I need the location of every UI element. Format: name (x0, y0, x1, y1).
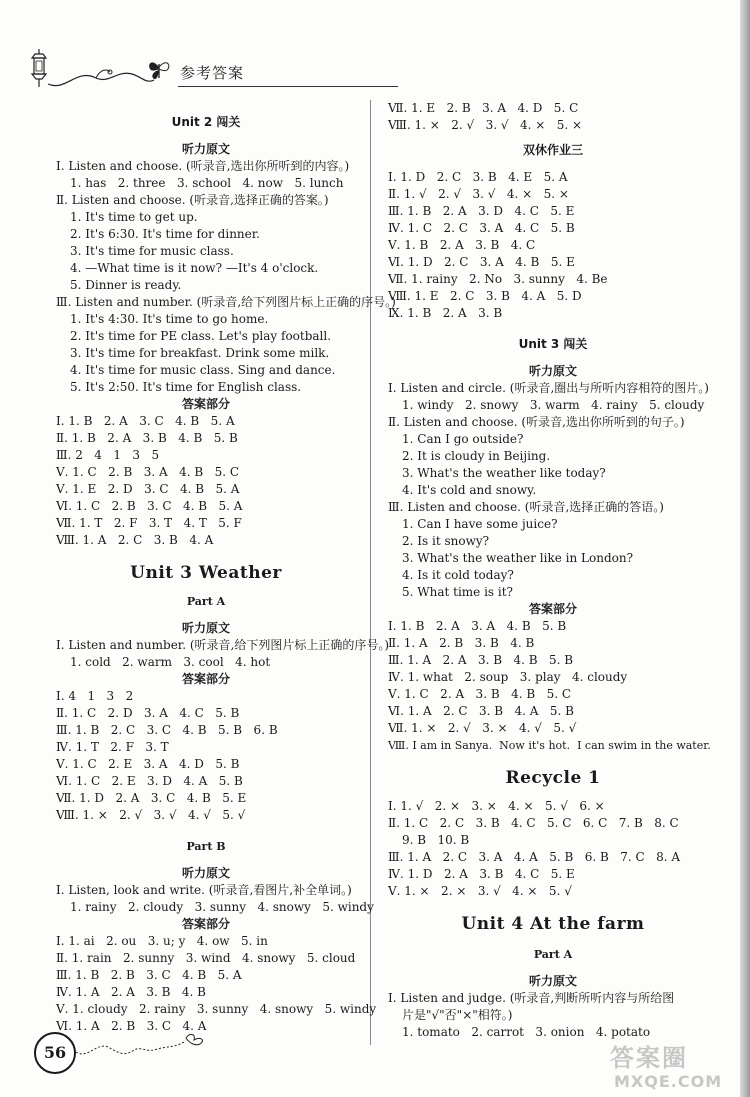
text-line: 4. It's cold and snowy. (402, 483, 537, 497)
vine-icon (46, 62, 156, 90)
answer-line: Ⅴ. 1. E 2. D 3. C 4. B 5. A (56, 482, 240, 496)
text-line: 1. windy 2. snowy 3. warm 4. rainy 5. cloudy (402, 398, 705, 412)
answer-line: Ⅲ. 1. B 2. C 3. C 4. B 5. B 6. B (56, 723, 278, 737)
answer-line: Ⅰ. 1. B 2. A 3. C 4. B 5. A (56, 414, 235, 428)
unit2-title: Unit 2 闯关 (171, 115, 241, 129)
answer-line: Ⅴ. 1. C 2. E 3. A 4. D 5. B (56, 757, 240, 771)
text-line: 2. It is cloudy in Beijing. (402, 449, 551, 463)
unit3-weather-title: Unit 3 Weather (130, 563, 282, 583)
answer-line: Ⅱ. 1. B 2. A 3. B 4. B 5. B (56, 431, 238, 445)
unit2-answers-heading: 答案部分 (181, 397, 230, 411)
answer-line: Ⅰ. 1. √ 2. × 3. × 4. × 5. √ 6. × (388, 799, 605, 813)
text-line: 1. has 2. three 3. school 4. now 5. lunch (70, 176, 344, 190)
text-line: 3. What's the weather like in London? (402, 551, 634, 565)
weekend-homework-title: 双休作业三 (522, 143, 583, 157)
answer-line: Ⅵ. 1. C 2. E 3. D 4. A 5. B (56, 774, 243, 788)
text-line: Ⅲ. Listen and number. (听录音,给下列图片标上正确的序号。) (56, 295, 396, 309)
answer-line: Ⅰ. 1. ai 2. ou 3. u; y 4. ow 5. in (56, 934, 268, 948)
right-column (388, 100, 718, 1041)
answer-line: Ⅳ. 1. what 2. soup 3. play 4. cloudy (388, 670, 628, 684)
answer-line: Ⅵ. 1. A 2. B 3. C 4. A (56, 1019, 207, 1033)
text-line: 1. tomato 2. carrot 3. onion 4. potato (402, 1025, 651, 1039)
answer-line: Ⅷ. 1. × 2. √ 3. √ 4. √ 5. √ (56, 808, 246, 822)
answer-line: Ⅳ. 1. D 2. A 3. B 4. C 5. E (388, 867, 575, 881)
text-line: 3. It's time for music class. (70, 244, 234, 258)
butterfly-icon (146, 58, 172, 82)
answer-line: Ⅱ. 1. √ 2. √ 3. √ 4. × 5. × (388, 187, 569, 201)
unit2-listening-heading: 听力原文 (181, 142, 230, 156)
watermark-text: 答案圈 (610, 1044, 688, 1072)
recycle-1-answers (388, 798, 718, 900)
answer-line: Ⅴ. 1. × 2. × 3. √ 4. × 5. √ (388, 884, 572, 898)
answer-line: Ⅵ. 1. D 2. C 3. A 4. B 5. E (388, 255, 575, 269)
header-title: 参考答案 (180, 64, 245, 82)
unit2-answers (56, 413, 356, 549)
page-number: 56 (34, 1032, 76, 1074)
header-rule (178, 86, 398, 87)
answer-line: Ⅲ. 1. A 2. A 3. B 4. B 5. B (388, 653, 574, 667)
answer-line: 9. B 10. B (402, 833, 470, 847)
swirl-ornament-icon (74, 1030, 214, 1060)
answer-line: Ⅱ. 1. C 2. C 3. B 4. C 5. C 6. C 7. B 8. C (388, 816, 679, 830)
text-line: 3. What's the weather like today? (402, 466, 606, 480)
text-line: Ⅰ. Listen and circle. (听录音,圈出与所听内容相符的图片。) (388, 381, 709, 395)
answer-line: Ⅵ. 1. A 2. C 3. B 4. A 5. B (388, 704, 574, 718)
answer-line: Ⅳ. 1. T 2. F 3. T (56, 740, 169, 754)
text-line: 4. Is it cold today? (402, 568, 514, 582)
answer-line: Ⅶ. 1. E 2. B 3. A 4. D 5. C (388, 101, 579, 115)
unit2-listening-text (56, 158, 396, 396)
unit4-title: Unit 4 At the farm (461, 914, 645, 934)
text-line: 2. It's 6:30. It's time for dinner. (70, 227, 260, 241)
left-column (56, 100, 396, 1035)
answer-line: Ⅷ. 1. A 2. C 3. B 4. A (56, 533, 214, 547)
text-line: Ⅰ. Listen and number. (听录音,给下列图片标上正确的序号。) (56, 638, 390, 652)
text-line: 5. It's 2:50. It's time for English class. (70, 380, 302, 394)
page-header (28, 48, 368, 92)
answer-line: Ⅰ. 1. B 2. A 3. A 4. B 5. B (388, 619, 567, 633)
unit3-review-title: Unit 3 闯关 (518, 337, 588, 351)
unit4-part-a-title: Part A (533, 948, 573, 961)
answer-line: Ⅲ. 1. A 2. C 3. A 4. A 5. B 6. B 7. C 8. A (388, 850, 681, 864)
answer-line: Ⅳ. 1. A 2. A 3. B 4. B (56, 985, 206, 999)
answer-line: Ⅸ. 1. B 2. A 3. B (388, 306, 503, 320)
text-line: 1. Can I go outside? (402, 432, 524, 446)
part-b-title: Part B (186, 840, 226, 853)
answer-line: Ⅴ. 1. C 2. B 3. A 4. B 5. C (56, 465, 240, 479)
text-line: Ⅱ. Listen and choose. (听录音,选出你所听到的句子。) (388, 415, 685, 429)
answer-line: Ⅷ. 1. × 2. √ 3. √ 4. × 5. × (388, 118, 583, 132)
text-line: 片是"√"否"×"相符。) (402, 1008, 513, 1022)
part-a-answers-heading: 答案部分 (181, 672, 230, 686)
answer-line: Ⅵ. 1. C 2. B 3. C 4. B 5. A (56, 499, 243, 513)
unit3-listening-text (388, 380, 718, 601)
unit3-answers-heading: 答案部分 (528, 602, 577, 616)
answer-line: Ⅷ. 1. E 2. C 3. B 4. A 5. D (388, 289, 582, 303)
watermark-url: MXQE.COM (614, 1072, 723, 1091)
answer-line: Ⅷ. I am in Sanya. Now it's hot. I can swim in the water. (388, 739, 711, 752)
unit3-answers (388, 618, 718, 754)
answer-line: Ⅴ. 1. cloudy 2. rainy 3. sunny 4. snowy 5. windy (56, 1002, 377, 1016)
answer-line: Ⅰ. 1. D 2. C 3. B 4. E 5. A (388, 170, 568, 184)
answer-line: Ⅱ. 1. A 2. B 3. B 4. B (388, 636, 535, 650)
answer-line: Ⅶ. 1. T 2. F 3. T 4. T 5. F (56, 516, 242, 530)
text-line: Ⅲ. Listen and choose. (听录音,选择正确的答语。) (388, 500, 664, 514)
weekend-answers (388, 169, 718, 322)
text-line: 2. Is it snowy? (402, 534, 490, 548)
part-a-title: Part A (186, 595, 226, 608)
text-line: 5. Dinner is ready. (70, 278, 182, 292)
text-line: 5. What time is it? (402, 585, 513, 599)
text-line: 4. It's time for music class. Sing and dance. (70, 363, 336, 377)
watermark-logo (610, 1038, 740, 1094)
answer-line: Ⅶ. 1. × 2. √ 3. × 4. √ 5. √ (388, 721, 577, 735)
part-b-listening-heading: 听力原文 (181, 866, 230, 880)
answer-line: Ⅶ. 1. rainy 2. No 3. sunny 4. Be (388, 272, 608, 286)
answer-line: Ⅱ. 1. C 2. D 3. A 4. C 5. B (56, 706, 240, 720)
answer-line: Ⅴ. 1. B 2. A 3. B 4. C (388, 238, 536, 252)
text-line: Ⅱ. Listen and choose. (听录音,选择正确的答案。) (56, 193, 329, 207)
answer-line: Ⅴ. 1. C 2. A 3. B 4. B 5. C (388, 687, 572, 701)
text-line: 3. It's time for breakfast. Drink some milk. (70, 346, 330, 360)
part-a-listening-heading: 听力原文 (181, 621, 230, 635)
text-line: 1. rainy 2. cloudy 3. sunny 4. snowy 5. windy (70, 900, 374, 914)
answer-line: Ⅲ. 1. B 2. A 3. D 4. C 5. E (388, 204, 575, 218)
answer-line: Ⅲ. 1. B 2. B 3. C 4. B 5. A (56, 968, 242, 982)
answer-line: Ⅳ. 1. C 2. C 3. A 4. C 5. B (388, 221, 575, 235)
unit3-listening-heading: 听力原文 (528, 364, 577, 378)
answer-line: Ⅲ. 2 4 1 3 5 (56, 448, 160, 462)
text-line: 1. cold 2. warm 3. cool 4. hot (70, 655, 271, 669)
recycle-1-title: Recycle 1 (505, 768, 601, 788)
text-line: 1. It's 4:30. It's time to go home. (70, 312, 269, 326)
answer-line: Ⅶ. 1. D 2. A 3. C 4. B 5. E (56, 791, 247, 805)
text-line: 4. —What time is it now? —It's 4 o'clock. (70, 261, 319, 275)
part-b-answers-heading: 答案部分 (181, 917, 230, 931)
unit4-listening-heading: 听力原文 (528, 974, 577, 988)
answer-line: Ⅰ. 4 1 3 2 (56, 689, 134, 703)
text-line: 1. Can I have some juice? (402, 517, 558, 531)
text-line: Ⅰ. Listen, look and write. (听录音,看图片,补全单词。) (56, 883, 352, 897)
text-line: 2. It's time for PE class. Let's play football. (70, 329, 332, 343)
text-line: 1. It's time to get up. (70, 210, 198, 224)
page-footer (34, 1020, 234, 1070)
text-line: Ⅰ. Listen and judge. (听录音,判断所听内容与所给图 (388, 991, 675, 1005)
page-edge (740, 0, 750, 1097)
text-line: Ⅰ. Listen and choose. (听录音,选出你所听到的内容。) (56, 159, 350, 173)
part-a-answers (56, 688, 356, 824)
answer-line: Ⅱ. 1. rain 2. sunny 3. wind 4. snowy 5. cloud (56, 951, 356, 965)
